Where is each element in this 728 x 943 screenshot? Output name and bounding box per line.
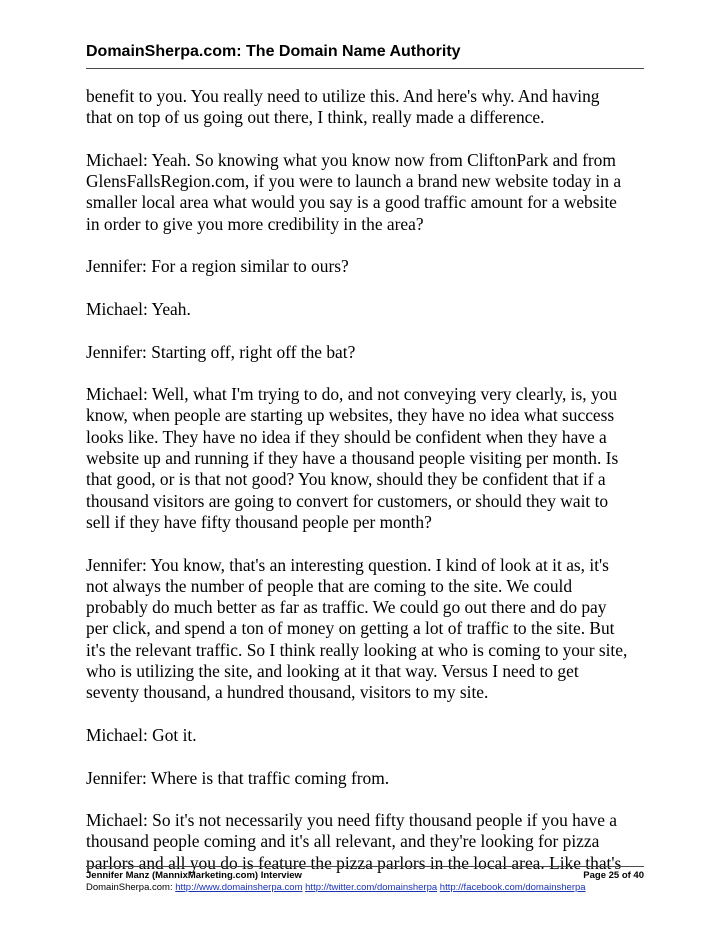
interview-title: Jennifer Manz (MannixMarketing.com) Interview [86,870,302,881]
interview-transcript [86,86,646,895]
paragraph: Jennifer: You know, that's an interesting question. I kind of look at it as, it's not always the number of people that are coming to the site. We could probably do much better as far as traffic. We could go out there and do pay per click, and spend a ton of money on getting a lot of traffic to the site. But it's the relevant traffic. So I think really looking at who is coming to your site, who is utilizing the site, and looking at it that way. Versus I need to get seventy thousand, a hundred thousand, visitors to my site. [86,554,628,703]
page-header: DomainSherpa.com: The Domain Name Authority [86,43,461,60]
page-footer [86,870,644,894]
paragraph: Michael: Yeah. [86,298,191,319]
header-divider [86,68,644,69]
site-label: DomainSherpa.com: [86,882,176,893]
domainsherpa-link[interactable]: http://www.domainsherpa.com [175,882,303,893]
footer-info-row [86,870,644,882]
paragraph: Michael: Well, what I'm trying to do, and not conveying very clearly, is, you know, when people are starting up websites, they have no idea what success looks like. They have no idea if they should be confident when they have a website up and running if they have a thousand people visiting per month. Is that good, or is that not good? You know, should they be confident that if a thousand visitors are going to convert for customers, or should they wait to sell if they have fifty thousand people per month? [86,384,619,532]
paragraph: benefit to you. You really need to utilize this. And here's why. And having that on top of us going out there, I think, really made a difference. [86,86,600,128]
paragraph: Jennifer: For a region similar to ours? [86,256,349,277]
paragraph: Michael: So it's not necessarily you need fifty thousand people if you have a thousand people coming and it's all relevant, and they're looking for pizza parlors and all you do is feature the pizza parlors in the local area. Like that's [86,810,622,873]
footer-divider [86,866,644,867]
facebook-link[interactable]: http://facebook.com/domainsherpa [439,882,586,893]
paragraph: Michael: Yeah. So knowing what you know now from CliftonPark and from GlensFallsRegion.com, if you were to launch a brand new website today in a smaller local area what would you say is a good traffic amount for a website in order to give you more credibility in the area? [86,149,622,234]
paragraph: Jennifer: Where is that traffic coming from. [86,767,390,788]
page-number: Page 25 of 40 [583,870,644,881]
paragraph: Michael: Got it. [86,724,197,745]
twitter-link[interactable]: http://twitter.com/domainsherpa [305,882,438,893]
footer-links-row [86,882,644,894]
paragraph: Jennifer: Starting off, right off the bat? [86,341,356,362]
